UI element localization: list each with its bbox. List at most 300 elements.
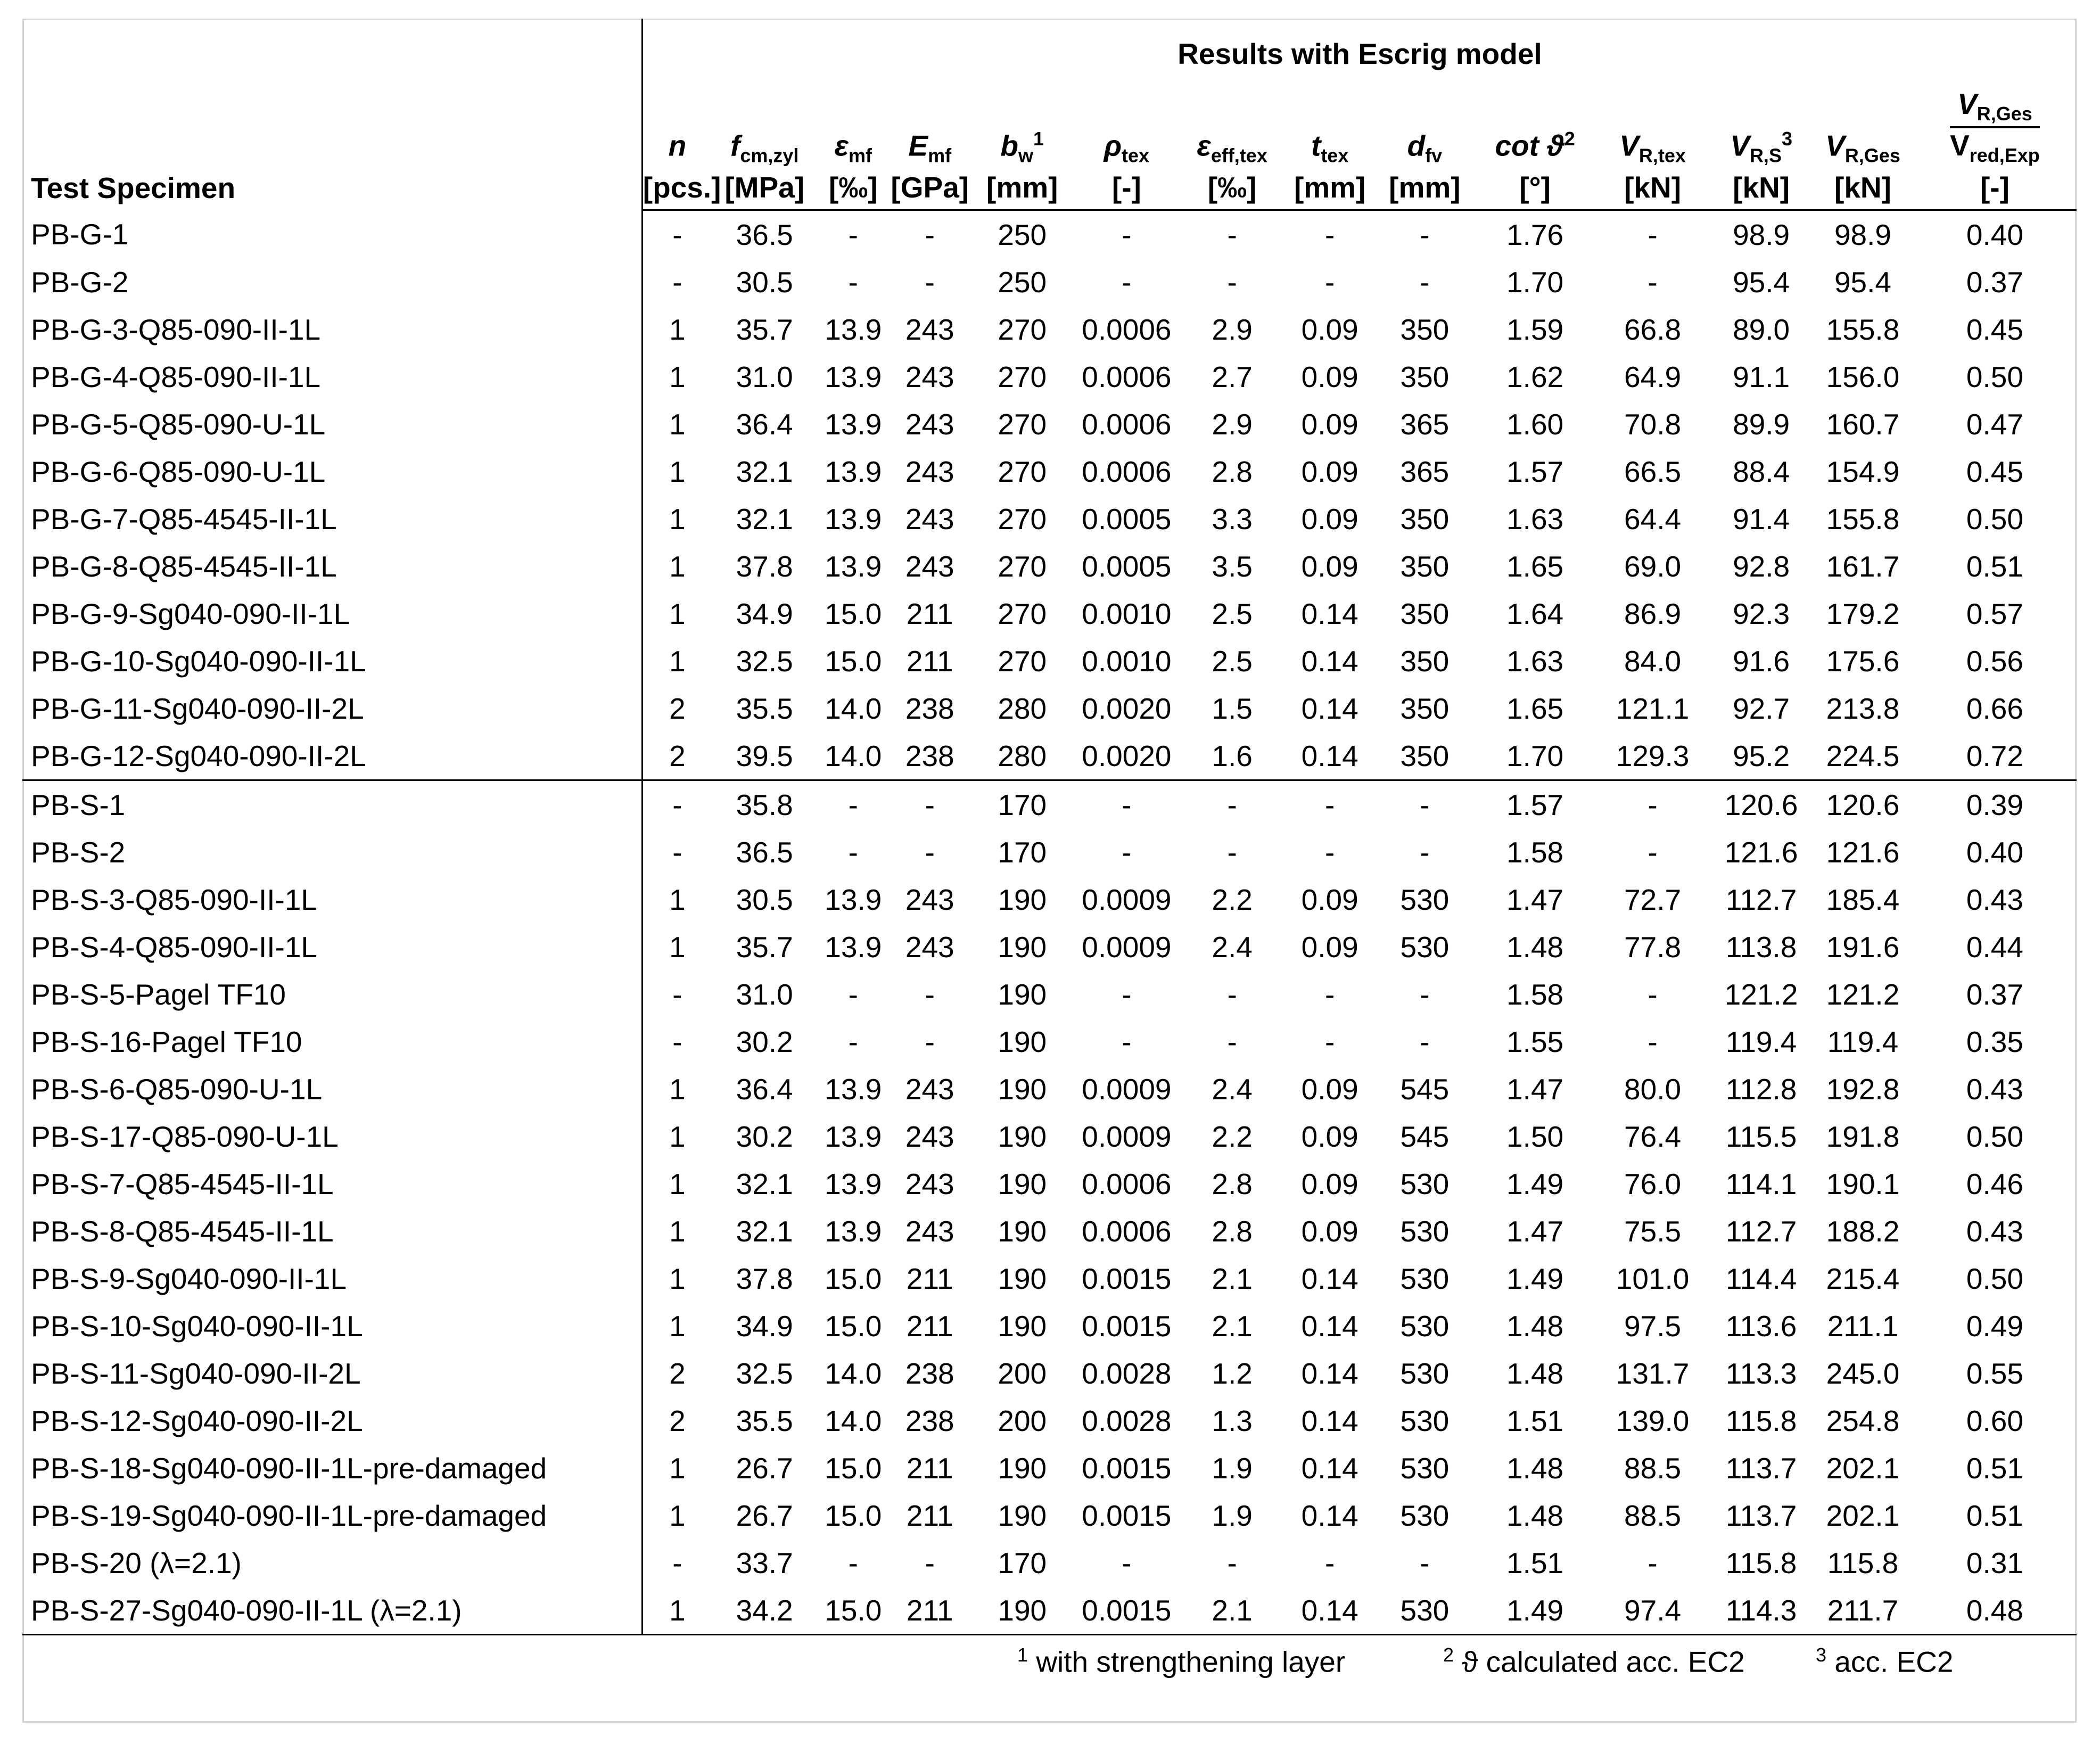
table-cell: 1.76 [1506,218,1564,251]
table-row [22,1350,2077,1397]
table-cell: 1 [642,1302,712,1350]
table-cell: 530 [1400,1309,1450,1343]
table-cell: 192.8 [1826,1072,1900,1106]
table-cell: 1.57 [1506,788,1564,821]
table-cell: 32.1 [736,1167,793,1200]
col-unit-4: [mm] [970,166,1074,210]
table-cell: - [1325,218,1335,251]
col-symbol-2: $\varepsilon_{mf}$ [834,129,872,167]
table-cell: 0.0015 [1082,1309,1172,1343]
table-cell: 0.14 [1285,1586,1375,1635]
table-cell: 0.0015 [1082,1451,1172,1485]
table-cell: 37.8 [736,549,793,583]
table-cell: 1.70 [1475,732,1595,780]
table-cell: 191.8 [1826,1120,1900,1153]
table-cell: 0.39 [1966,788,2023,821]
table-cell: 156.0 [1826,360,1900,393]
table-cell: - [642,780,712,829]
table-row [22,780,2077,829]
table-cell: 0.0006 [1082,1214,1172,1248]
col-unit-0: [pcs.] [642,166,712,210]
table-cell: 1.48 [1506,930,1564,964]
table-cell: 32.1 [736,1214,793,1248]
table-cell: 160.7 [1826,407,1900,441]
table-cell: 270 [998,360,1047,393]
table-cell: 0.0006 [1082,360,1172,393]
col-unit-8: [mm] [1375,166,1475,210]
table-cell: 2.4 [1212,1072,1253,1106]
table-cell: 0.0006 [1082,407,1172,441]
table-cell: 270 [998,407,1047,441]
table-cell: - [1420,788,1430,821]
table-cell: 97.4 [1595,1586,1710,1635]
table-cell: - [925,1025,935,1058]
table-cell: - [848,1546,858,1580]
table-cell: 1 [642,1444,712,1492]
table-cell: 66.8 [1624,312,1682,346]
table-cell: 254.8 [1826,1404,1900,1437]
table-cell: 215.4 [1826,1262,1900,1295]
table-cell: 1 [642,590,712,637]
table-cell: 190 [998,1214,1047,1248]
table-cell: 530 [1400,1214,1450,1248]
table-cell: 1 [642,448,712,495]
table-cell: 13.9 [825,1214,882,1248]
table-row [22,1160,2077,1207]
table-cell: - [1227,835,1237,869]
table-cell: 0.49 [1966,1309,2023,1343]
table-cell: 26.7 [736,1451,793,1485]
table-cell: 211 [906,644,953,678]
table-cell: 0.0028 [1082,1356,1172,1390]
table-row [22,1539,2077,1586]
table-cell: 243 [905,1120,954,1153]
table-row [22,637,2077,685]
specimen-name: PB-G-7-Q85-4545-II-1L [31,502,337,536]
table-cell: 1.2 [1212,1356,1253,1390]
table-cell: 190 [998,1309,1047,1343]
table-cell: - [925,977,935,1011]
table-cell: 0.14 [1301,1356,1358,1390]
table-cell: - [848,977,858,1011]
table-cell: 0.46 [1966,1167,2023,1200]
table-cell: 1.49 [1506,1167,1564,1200]
table-cell: 15.0 [825,1499,882,1532]
table-row [22,400,2077,448]
table-cell: 13.9 [825,1120,882,1153]
table-cell: 34.9 [736,597,793,630]
table-cell: 0.0006 [1082,1167,1172,1200]
table-cell: - [1122,1025,1132,1058]
table-cell: 170 [998,835,1047,869]
table-cell: 270 [998,644,1047,678]
table-cell: 114.3 [1710,1586,1813,1635]
table-cell: 0.60 [1966,1404,2023,1437]
table-cell: 2.2 [1212,1120,1253,1153]
table-cell: 350 [1400,360,1450,393]
table-cell: 13.9 [825,1167,882,1200]
table-row [22,1018,2077,1065]
table-cell: 2.8 [1212,1214,1253,1248]
table-cell: - [1227,218,1237,251]
table-cell: 530 [1400,1167,1450,1200]
table-row [22,542,2077,590]
specimen-name: PB-S-16-Pagel TF10 [31,1025,302,1058]
table-cell: 92.7 [1733,692,1790,725]
specimen-name: PB-G-5-Q85-090-U-1L [31,407,326,441]
table-cell: 84.0 [1624,644,1682,678]
table-cell: 243 [905,1072,954,1106]
col-symbol-1: $f_{cm,zyl}$ [730,129,799,167]
col-unit-3: [GPa] [889,166,970,210]
table-cell: 1.58 [1506,835,1564,869]
table-cell: 1 [642,400,712,448]
table-cell: 0.14 [1285,732,1375,780]
table-cell: 188.2 [1826,1214,1900,1248]
specimen-name: PB-S-7-Q85-4545-II-1L [31,1167,334,1200]
table-cell: 2.1 [1180,1586,1285,1635]
table-cell: 115.8 [1725,1546,1797,1580]
table-cell: 179.2 [1826,597,1900,630]
table-cell: 13.9 [825,360,882,393]
table-cell: 0.09 [1301,883,1358,916]
table-cell: - [1420,1025,1430,1058]
table-cell: 0.09 [1301,549,1358,583]
table-cell: 2.9 [1212,312,1253,346]
table-cell: 243 [905,1214,954,1248]
table-cell: - [1122,977,1132,1011]
table-cell: 0.43 [1966,1072,2023,1106]
table-cell: - [1648,788,1658,821]
table-cell: 202.1 [1826,1451,1900,1485]
table-cell: 350 [1400,502,1450,536]
table-cell: 1.50 [1506,1120,1564,1153]
table-cell: 350 [1400,549,1450,583]
table-cell: - [642,1539,712,1586]
table-cell: 80.0 [1624,1072,1682,1106]
col-unit-13: [-] [1913,166,2077,210]
table-cell: 32.5 [736,1356,793,1390]
table-cell: 350 [1375,732,1475,780]
table-cell: 0.40 [1966,218,2023,251]
col-symbol-6: $\varepsilon_{eff,tex}$ [1197,129,1267,167]
table-cell: 32.1 [736,502,793,536]
table-cell: 15.0 [825,1309,882,1343]
table-cell: 1.59 [1506,312,1564,346]
table-cell: 76.4 [1624,1120,1682,1153]
specimen-name: PB-S-8-Q85-4545-II-1L [31,1214,334,1248]
table-cell: 224.5 [1813,732,1913,780]
table-cell: - [925,265,935,299]
table-cell: 0.14 [1301,1499,1358,1532]
table-cell: 13.9 [825,930,882,964]
table-cell: - [1420,218,1430,251]
table-cell: - [1227,788,1237,821]
table-cell: 0.51 [1966,549,2023,583]
table-cell: 0.50 [1966,1120,2023,1153]
table-cell: 121.2 [1826,977,1900,1011]
table-cell: 0.0005 [1082,549,1172,583]
table-cell: 530 [1375,1586,1475,1635]
table-cell: 250 [998,218,1047,251]
table-cell: 13.9 [825,312,882,346]
specimen-name: PB-S-4-Q85-090-II-1L [31,930,317,964]
table-cell: 1 [642,1160,712,1207]
table-title: Results with Escrig model [642,19,2077,89]
table-cell: 0.14 [1301,1451,1358,1485]
table-cell: 211 [906,1309,953,1343]
table-cell: 69.0 [1624,549,1682,583]
table-cell: - [1420,977,1430,1011]
table-cell: 1.60 [1506,407,1564,441]
table-cell: 0.0015 [1082,1262,1172,1295]
table-cell: 350 [1400,312,1450,346]
table-cell: 243 [905,455,954,488]
table-cell: 0.14 [1301,597,1358,630]
table-cell: 15.0 [825,1451,882,1485]
table-cell: 15.0 [825,644,882,678]
table-cell: 170 [998,1546,1047,1580]
table-cell: 15.0 [825,1262,882,1295]
table-cell: - [1648,1025,1658,1058]
table-cell: 30.5 [736,265,793,299]
table-cell: - [642,828,712,876]
table-cell: 1.65 [1506,549,1564,583]
specimen-name: PB-G-3-Q85-090-II-1L [31,312,321,346]
table-cell: - [925,1546,935,1580]
table-cell: 190 [998,1167,1047,1200]
table-cell: 1.62 [1506,360,1564,393]
table-cell: 1 [642,542,712,590]
table-cell: 1.47 [1506,1072,1564,1106]
table-cell: - [642,210,712,259]
table-cell: 114.4 [1725,1262,1797,1295]
table-cell: 0.50 [1966,360,2023,393]
table-cell: 0.45 [1966,455,2023,488]
table-cell: 530 [1400,1262,1450,1295]
table-cell: 270 [998,549,1047,583]
table-cell: 36.4 [736,1072,793,1106]
table-cell: 31.0 [736,977,793,1011]
table-cell: 190 [998,930,1047,964]
table-cell: 0.0009 [1082,1120,1172,1153]
table-cell: 115.8 [1827,1546,1899,1580]
table-cell: 35.5 [736,692,793,725]
table-cell: 280 [970,732,1074,780]
table-cell: 200 [998,1356,1047,1390]
table-cell: - [1227,977,1237,1011]
table-cell: 0.35 [1966,1025,2023,1058]
table-cell: 213.8 [1826,692,1900,725]
table-row [22,306,2077,353]
table-cell: 0.0005 [1082,502,1172,536]
footnote-2: $^2$ ϑ calculated acc. EC2 [1443,1643,1745,1679]
table-cell: 0.09 [1301,455,1358,488]
col-symbol-7: $t_{tex}$ [1311,129,1349,167]
table-cell: 2 [642,685,712,732]
table-cell: 35.8 [736,788,793,821]
table-cell: 1.64 [1506,597,1564,630]
table-cell: 190 [998,1262,1047,1295]
specimen-name: PB-G-10-Sg040-090-II-1L [31,644,366,678]
table-cell: 0.45 [1966,312,2023,346]
table-cell: 0.0009 [1082,1072,1172,1106]
table-row [22,590,2077,637]
table-cell: 243 [905,883,954,916]
table-cell: 0.0028 [1082,1404,1172,1437]
table-cell: 1.65 [1506,692,1564,725]
table-cell: 76.0 [1624,1167,1682,1200]
table-cell: - [1325,788,1335,821]
table-cell: - [1648,835,1658,869]
footnote-1: $^1$ with strengthening layer [1017,1643,1346,1679]
table-cell: 1 [642,306,712,353]
table-cell: 0.09 [1301,312,1358,346]
table-row [22,828,2077,876]
table-cell: 121.2 [1724,977,1798,1011]
table-cell: 2.5 [1212,597,1253,630]
table-row [22,1302,2077,1350]
table-cell: 113.6 [1725,1309,1797,1343]
table-cell: - [1122,265,1132,299]
table-cell: 95.4 [1834,265,1892,299]
table-row [22,1255,2077,1302]
table-cell: 0.09 [1301,1072,1358,1106]
table-cell: 350 [1400,597,1450,630]
table-cell: 88.5 [1624,1451,1682,1485]
specimen-name: PB-G-12-Sg040-090-II-2L [22,732,642,780]
table-cell: 121.6 [1724,835,1798,869]
table-cell: 119.4 [1827,1025,1899,1058]
table-cell: 36.5 [736,218,793,251]
table-cell: 113.8 [1725,930,1797,964]
table-cell: - [1420,1546,1430,1580]
table-cell: 243 [905,502,954,536]
col-unit-5: [-] [1074,166,1179,210]
table-cell: 190 [970,1586,1074,1635]
table-cell: - [1648,977,1658,1011]
table-cell: - [1227,265,1237,299]
specimen-name: PB-S-2 [31,835,126,869]
table-cell: 0.0015 [1074,1586,1179,1635]
table-cell: 32.5 [736,644,793,678]
table-cell: 365 [1400,407,1450,441]
table-cell: - [1122,1546,1132,1580]
table-cell: - [642,258,712,306]
specimen-name: PB-G-4-Q85-090-II-1L [31,360,321,393]
table-cell: 26.7 [736,1499,793,1532]
table-row [22,732,2077,780]
table-cell: 2.5 [1212,644,1253,678]
table-cell: 64.4 [1624,502,1682,536]
table-cell: 2 [642,732,712,780]
table-cell: 0.0006 [1082,312,1172,346]
specimen-name: PB-G-9-Sg040-090-II-1L [31,597,350,630]
col-symbol-5: $\rho_{tex}$ [1103,129,1150,167]
table-cell: 98.9 [1834,218,1892,251]
table-cell: 1.51 [1506,1404,1564,1437]
table-cell: 0.0020 [1074,732,1179,780]
table-cell: 270 [998,597,1047,630]
table-cell: 64.9 [1624,360,1682,393]
table-cell: 3.3 [1212,502,1253,536]
table-cell: 0.43 [1966,1214,2023,1248]
table-cell: 0.72 [1913,732,2077,780]
table-cell: 161.7 [1826,549,1900,583]
table-cell: 243 [905,930,954,964]
table-cell: 77.8 [1624,930,1682,964]
table-cell: 120.6 [1724,788,1798,821]
table-cell: 1 [642,1492,712,1539]
table-cell: 170 [998,788,1047,821]
table-cell: 3.5 [1212,549,1253,583]
specimen-name: PB-S-9-Sg040-090-II-1L [31,1262,347,1295]
table-cell: - [1420,835,1430,869]
table-cell: 15.0 [817,1586,889,1635]
table-cell: 202.1 [1826,1499,1900,1532]
table-cell: 1.9 [1212,1451,1253,1485]
table-cell: 155.8 [1826,312,1900,346]
table-cell: 0.09 [1301,1214,1358,1248]
table-cell: 14.0 [825,1404,882,1437]
table-cell: 0.09 [1301,502,1358,536]
table-cell: 30.2 [736,1025,793,1058]
table-cell: 530 [1400,1451,1450,1485]
table-cell: 1 [642,353,712,400]
col-unit-11: [kN] [1710,166,1813,210]
table-cell: 112.8 [1725,1072,1797,1106]
table-cell: 120.6 [1826,788,1900,821]
table-cell: 191.6 [1826,930,1900,964]
table-cell: 243 [905,360,954,393]
table-cell: 0.57 [1966,597,2023,630]
table-row [22,353,2077,400]
table-cell: 0.50 [1966,502,2023,536]
table-cell: 13.9 [825,883,882,916]
table-row [22,258,2077,306]
table-cell: 243 [905,1167,954,1200]
table-cell: - [1325,977,1335,1011]
table-cell: 92.3 [1733,597,1790,630]
table-cell: 91.4 [1733,502,1790,536]
table-row [22,210,2077,259]
table-cell: 2.2 [1212,883,1253,916]
table-cell: 530 [1400,1499,1450,1532]
table-cell: 113.7 [1725,1499,1797,1532]
table-cell: - [642,1018,712,1065]
table-cell: 91.6 [1733,644,1790,678]
col-unit-6: [‰] [1180,166,1285,210]
table-cell: 1.58 [1506,977,1564,1011]
table-row [22,685,2077,732]
table-cell: 91.1 [1733,360,1790,393]
table-cell: 200 [998,1404,1047,1437]
footnotes [22,1635,2077,1688]
specimen-name: PB-S-17-Q85-090-U-1L [31,1120,339,1153]
table-cell: 115.8 [1725,1404,1797,1437]
test-specimen-header: Test Specimen [31,171,236,204]
table-cell: - [848,218,858,251]
table-cell: 211 [906,1262,953,1295]
col-symbol-11: $V_{R,S}^3$ [1730,127,1792,167]
table-cell: 97.5 [1624,1309,1682,1343]
table-cell: 0.0010 [1082,644,1172,678]
table-cell: - [1227,1025,1237,1058]
table-cell: 2.1 [1212,1309,1253,1343]
col-symbol-0: n [642,89,712,166]
specimen-name: PB-S-11-Sg040-090-II-2L [31,1356,361,1390]
table-cell: 270 [998,502,1047,536]
